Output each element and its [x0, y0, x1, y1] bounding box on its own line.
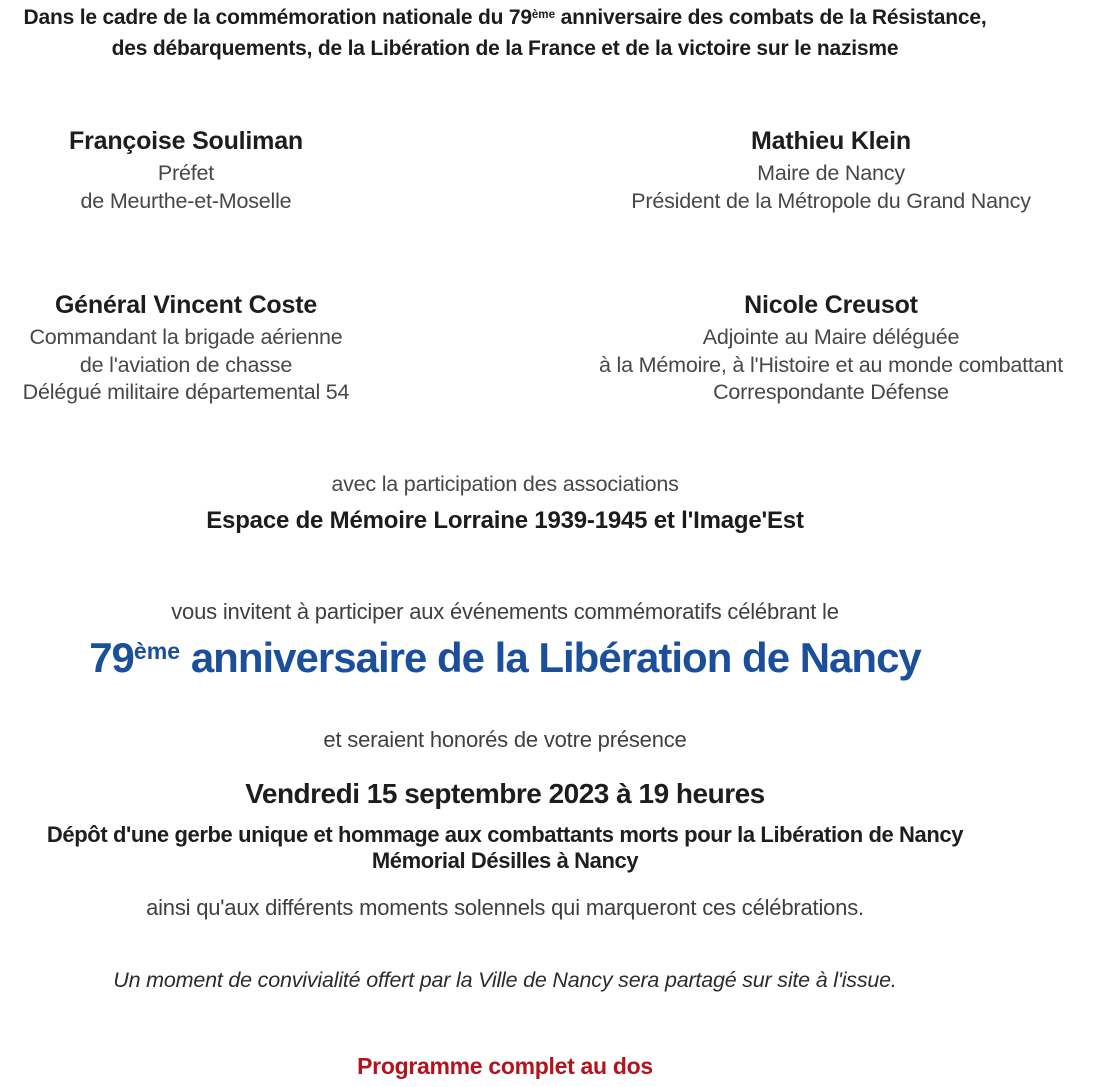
official-name: Nicole Creusot: [744, 291, 918, 319]
event-description-line1: Dépôt d'une gerbe unique et hommage aux combattants morts pour la Libération de Nancy: [46, 822, 964, 847]
official-title-line: Maire de Nancy: [757, 161, 905, 185]
official-block-prefet: [0, 126, 372, 215]
ordinal-superscript: ème: [133, 638, 181, 665]
event-additional: ainsi qu'aux différents moments solennels qui marqueront ces célébrations.: [146, 895, 864, 920]
official-title-line: Président de la Métropole du Grand Nancy: [631, 188, 1031, 213]
official-title-line: de Meurthe-et-Moselle: [80, 188, 292, 213]
official-name: Françoise Souliman: [69, 127, 303, 155]
participation-intro: avec la participation des associations: [331, 472, 679, 496]
commemoration-context: [0, 4, 1010, 62]
event-description: [0, 822, 1010, 874]
program-notice: Programme complet au dos: [357, 1053, 653, 1079]
convivial-note: Un moment de convivialité offert par la Ville de Nancy sera partagé sur site à l'issue.: [113, 968, 897, 992]
official-block-maire: [558, 126, 1104, 215]
official-title-line: Correspondante Défense: [713, 380, 949, 404]
official-title-line: Commandant la brigade aérienne: [29, 325, 343, 349]
associations-names: Espace de Mémoire Lorraine 1939-1945 et l'Image'Est: [206, 507, 804, 534]
commemoration-context-line2: des débarquements, de la Libération de la France et de la victoire sur le nazisme: [111, 37, 899, 60]
participation-block: [0, 471, 1010, 534]
official-block-general: [0, 290, 372, 407]
official-name: Général Vincent Coste: [54, 291, 318, 319]
official-name: Mathieu Klein: [751, 127, 911, 155]
official-title-line: de l'aviation de chasse: [79, 352, 293, 377]
commemoration-context-line1: Dans le cadre de la commémoration nationale du 79ème anniversaire des combats de la Résistance,: [23, 6, 987, 29]
honor-line: et seraient honorés de votre présence: [323, 727, 687, 752]
anniversary-title: 79ème anniversaire de la Libération de Nancy: [89, 634, 921, 681]
official-title-line: Délégué militaire départemental 54: [22, 380, 350, 404]
official-title-line: à la Mémoire, à l'Histoire et au monde combattant: [599, 352, 1063, 377]
event-datetime: Vendredi 15 septembre 2023 à 19 heures: [245, 778, 765, 809]
official-title-line: Préfet: [157, 161, 215, 185]
ordinal-superscript: ème: [531, 8, 556, 21]
official-block-adjointe: [558, 290, 1104, 407]
invitation-lead: vous invitent à participer aux événements commémoratifs célébrant le: [171, 599, 839, 624]
official-title-line: Adjointe au Maire déléguée: [702, 325, 960, 349]
event-description-line2: Mémorial Désilles à Nancy: [371, 848, 639, 873]
